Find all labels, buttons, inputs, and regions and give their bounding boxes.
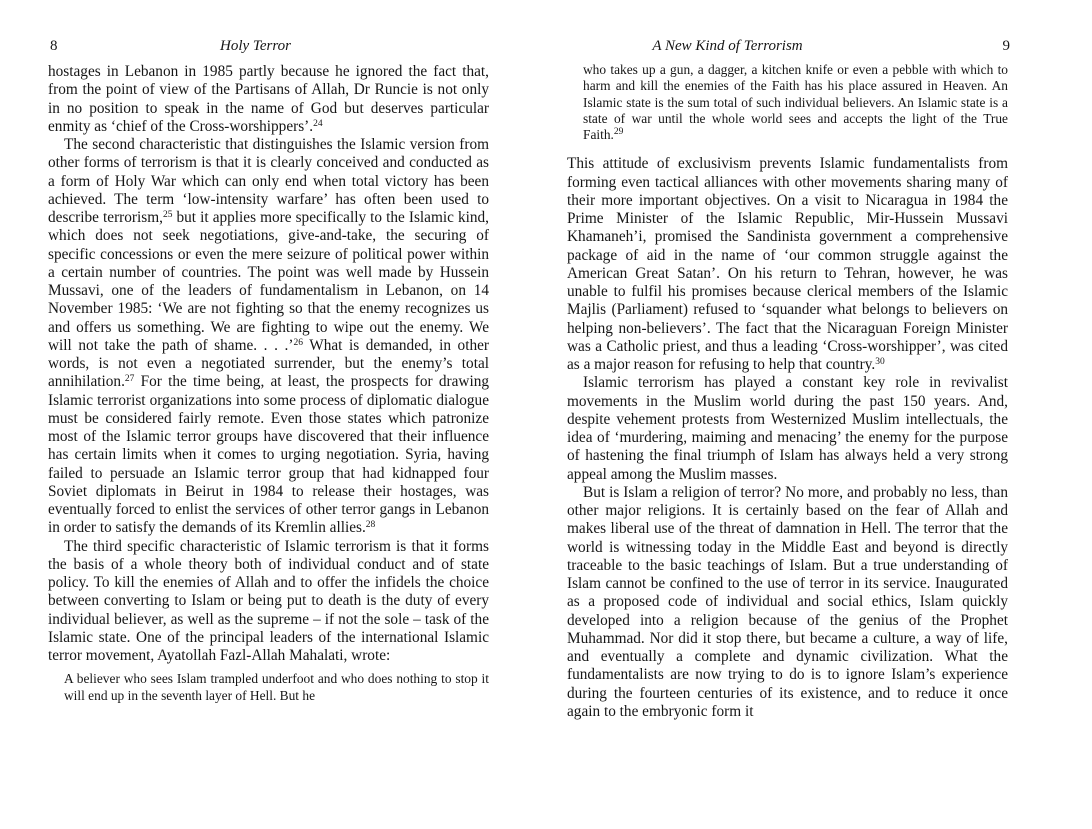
left-page-body xyxy=(48,63,489,704)
running-head-title: A New Kind of Terrorism xyxy=(652,38,803,54)
paragraph: This attitude of exclusivism prevents Islamic fundamentalists from forming even tactical alliances with other movements sharing many of their more important objectives. On a visit to Nicaragua in 1984 the Prime Minister of the Islamic Republic, Mir-Hussein Mussavi Khamaneh’i, promised the Sandinista government a comprehensive package of aid in the name of ‘our common struggle against the American Great Satan’. On his return to Tehran, however, he was unable to fulfil his promises because clerical members of the Islamic Majlis (Parliament) refused to ‘squander what belongs to believers on helping non-believers’. The fact that the Nicaraguan Foreign Minister was a Catholic priest, and thus a leading ‘Cross-worshipper’, was cited as a major reason for refusing to help that country.$^{30}$ xyxy=(567,155,1008,374)
paragraph: But is Islam a religion of terror? No more, and probably no less, than other major religions. It is certainly based on the fear of Allah and makes liberal use of the threat of damnation in Hell. The terror that the world is witnessing today in the Middle East and beyond is directly traceable to the basic teachings of Islam. But a true understanding of Islam cannot be confined to the use of terror in its service. Inaugurated as a proposed code of individual and social ethics, Islam quickly developed into a religion because of the genius of the Prophet Muhammad. Nor did it stop there, but became a culture, a way of life, and eventually a complete and dynamic civilization. What the fundamentalists are now trying to do is to ignore Islam’s experience during the fourteen centuries of its existence, and to reduce it once again to the embryonic form it xyxy=(567,483,1008,720)
page-number: 9 xyxy=(1002,38,1010,54)
right-running-head xyxy=(567,35,1008,57)
footnote-ref: 28 xyxy=(365,520,376,531)
paragraph: Islamic terrorism has played a constant key role in revivalist movements in the Muslim world during the past 150 years. And, despite vehement protests from Westernized Muslim intellectuals, the idea of ‘murdering, maiming and menacing’ the enemy for the purpose of hastening the final triumph of Islam has always held a very strong appeal among the Muslim masses. xyxy=(567,374,1008,483)
paragraph: The third specific characteristic of Islamic terrorism is that it forms the basis of a whole theory both of individual conduct and of state policy. To kill the enemies of Allah and to offer the infidels the choice between converting to Islam or being put to death is the duty of every individual believer, as well as the supreme – if not the sole – task of the Islamic state. One of the principal leaders of the international Islamic terror movement, Ayatollah Fazl-Allah Mahalati, wrote: xyxy=(48,537,489,664)
footnote-ref: 27 xyxy=(124,374,135,385)
running-head-title: Holy Terror xyxy=(220,38,291,54)
footnote-ref: 24 xyxy=(313,118,323,129)
right-page-body xyxy=(567,62,1008,721)
page-number: 8 xyxy=(50,38,58,54)
left-running-head xyxy=(48,35,489,57)
footnote-ref: 29 xyxy=(613,127,624,138)
block-quote: A believer who sees Islam trampled underfoot and who does nothing to stop it will end up in the seventh layer of Hell. But he xyxy=(64,671,489,703)
block-quote: who takes up a gun, a dagger, a kitchen knife or even a pebble with which to harm and kill the enemies of the Faith has his place assured in Heaven. An Islamic state is the sum total of such individual believers. An Islamic state is a state of war until the whole world sees and accepts the light of the True Faith.$^{29}$ xyxy=(583,62,1008,143)
footnote-ref: 30 xyxy=(875,357,885,368)
paragraph: The second characteristic that distinguishes the Islamic version from other forms of terrorism is that it is clearly conceived and conducted as a form of Holy War which can only end when total victory has been achieved. The term ‘low-intensity warfare’ has often been used to describe terrorism,$^{25}$ but it applies more specifically to the Islamic kind, which does not seek negotiations, give-and-take, the securing of specific concessions or even the mere seizure of political power within a certain number of countries. The point was well made by Hussein Mussavi, one of the leaders of fundamentalism in Lebanon, on 14 November 1985: ‘We are not fighting so that the enemy recognizes us and offers us something. We are fighting to wipe out the enemy. We will not take the path of shame. . . .’$^{26}$ What is demanded, in other words, is not even a negotiated surrender, but the enemy’s total annihilation.$^{27}$ For the time being, at least, the prospects for drawing Islamic terrorist organizations into some process of diplomatic dialogue must be considered fairly remote. Even those states which patronize most of the Islamic terror groups have discovered that their influence has certain limits when it comes to urging negotiation. Syria, having failed to persuade an Islamic terror group that had kidnapped four Soviet diplomats in Beirut in 1984 to release their hostages, was eventually forced to enlist the services of other terror gangs in Lebanon in order to satisfy the demands of its Kremlin allies.$^{28}$ xyxy=(48,136,490,537)
paragraph: hostages in Lebanon in 1985 partly because he ignored the fact that, from the point of view of the Partisans of Allah, Dr Runcie is not only in no position to speak in the name of God but deserves particular enmity as ‘chief of the Cross-worshippers’.$^{24}$ xyxy=(48,63,489,135)
footnote-ref: 26 xyxy=(293,337,303,348)
footnote-ref: 25 xyxy=(162,210,173,220)
